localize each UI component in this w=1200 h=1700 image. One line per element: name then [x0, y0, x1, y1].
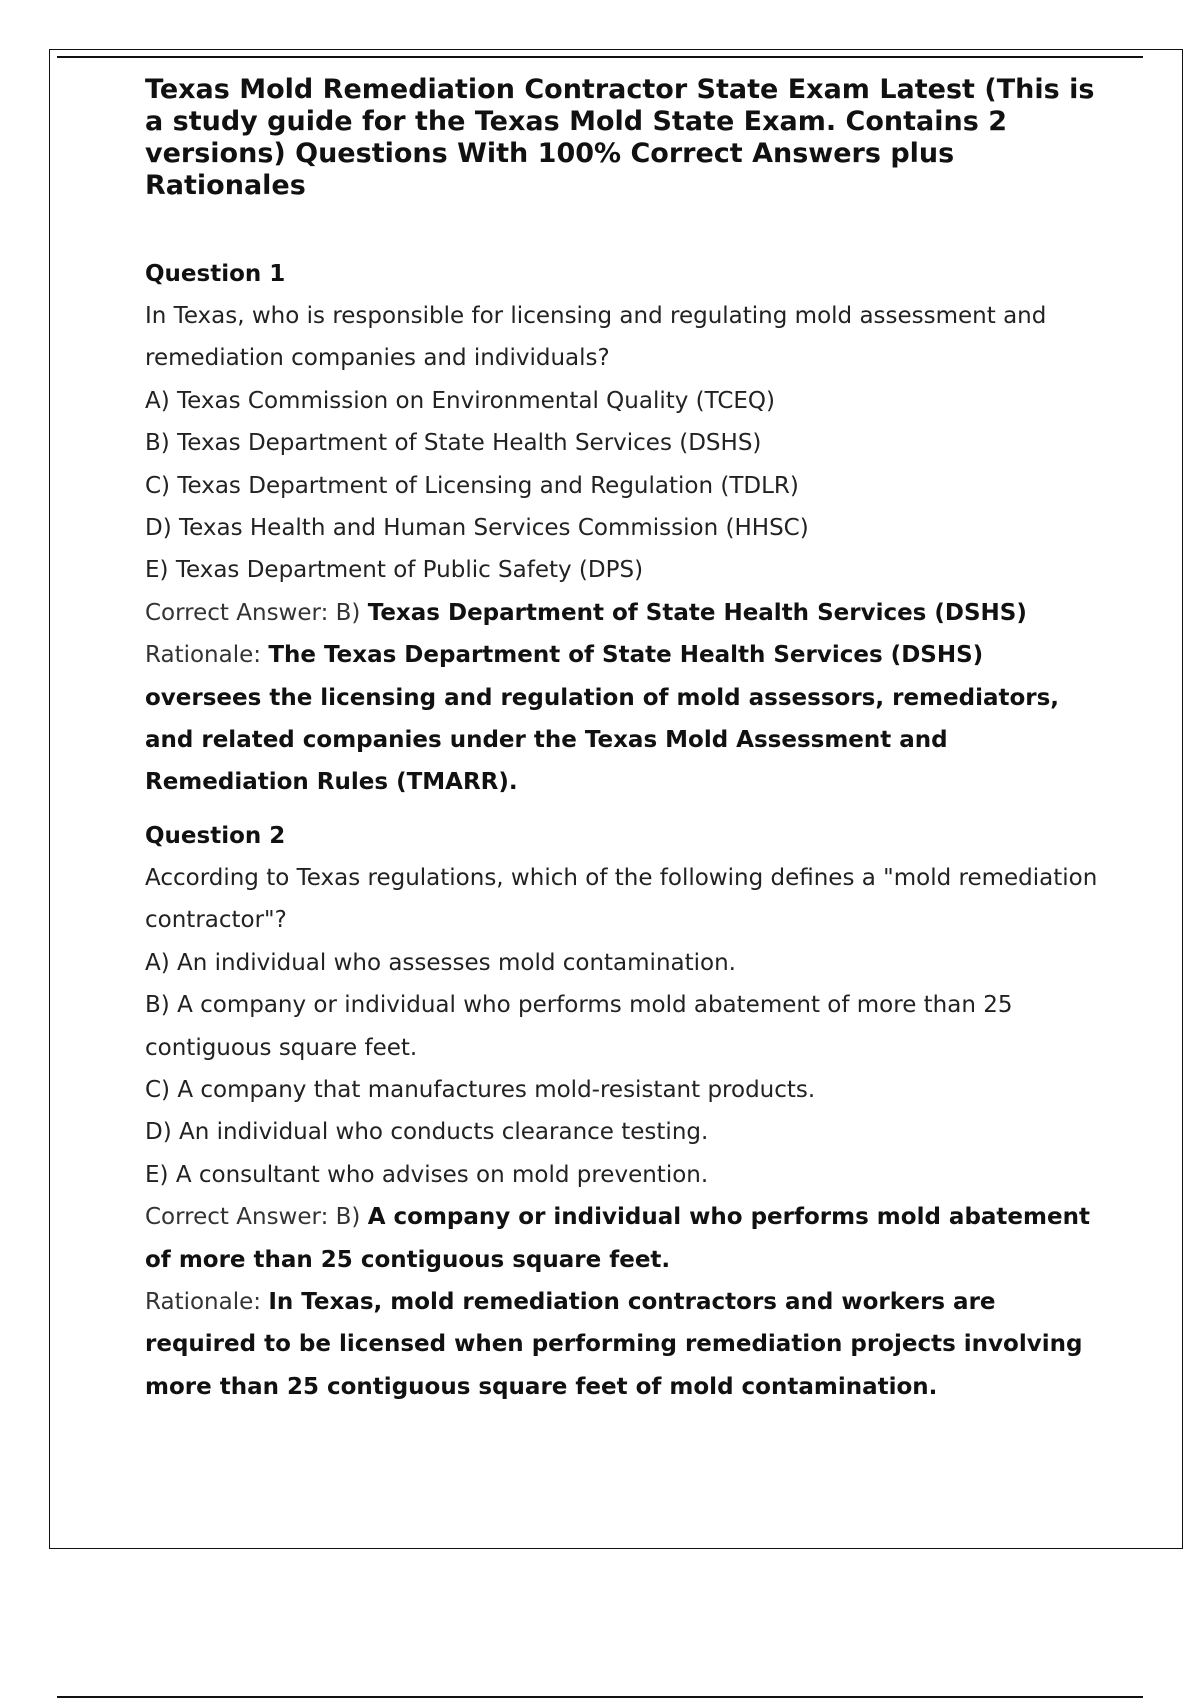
question-block: [145, 820, 1105, 1408]
document-content: [145, 70, 1105, 1408]
answer-option: E) Texas Department of Public Safety (DPS): [145, 557, 644, 584]
bottom-rule: [57, 1696, 1143, 1698]
correct-answer-label: Correct Answer: B): [145, 1204, 361, 1231]
correct-answer-value: Texas Department of State Health Services (DSHS): [367, 599, 1027, 626]
rationale-text: The Texas Department of State Health Services (DSHS) oversees the licensing and regulation of mold assessors, remediators, and related companies under the Texas Mold Assessment and Remediation Rules (TMARR).: [145, 642, 1060, 796]
rationale-text: In Texas, mold remediation contractors and workers are required to be licensed when performing remediation projects involving more than 25 contiguous square feet of mold contamination.: [145, 1288, 1083, 1400]
answer-option: D) Texas Health and Human Services Commission (HHSC): [145, 515, 809, 542]
question-heading: Question 1: [145, 261, 286, 287]
top-rule: [57, 56, 1143, 58]
question-heading: Question 2: [145, 822, 286, 849]
answer-option: C) A company that manufactures mold-resistant products.: [145, 1076, 816, 1103]
answer-option: B) A company or individual who performs mold abatement of more than 25 contiguous square feet.: [145, 992, 1013, 1061]
document-title: Texas Mold Remediation Contractor State Exam Latest (This is a study guide for the Texas Mold State Exam. Contains 2 versions) Questions With 100% Correct Answers plus Rationales: [145, 74, 1095, 201]
rationale-label: Rationale:: [145, 642, 262, 669]
answer-option: A) Texas Commission on Environmental Quality (TCEQ): [145, 387, 776, 414]
question-block: [145, 258, 1105, 804]
correct-answer: [145, 592, 1105, 634]
answer-option: D) An individual who conducts clearance testing.: [145, 1119, 709, 1146]
answer-option: B) Texas Department of State Health Services (DSHS): [145, 430, 762, 457]
correct-answer: [145, 1196, 1105, 1281]
correct-answer-value: A company or individual who performs mold abatement of more than 25 contiguous square feet.: [145, 1204, 1090, 1273]
rationale: [145, 634, 1105, 804]
correct-answer-label: Correct Answer: B): [145, 599, 361, 626]
rationale: [145, 1281, 1105, 1408]
answer-option: E) A consultant who advises on mold prevention.: [145, 1161, 709, 1188]
question-text: According to Texas regulations, which of the following defines a "mold remediation contractor"?: [145, 864, 1098, 934]
answer-option: A) An individual who assesses mold contamination.: [145, 949, 736, 976]
rationale-label: Rationale:: [145, 1288, 262, 1315]
question-text: In Texas, who is responsible for licensing and regulating mold assessment and remediation companies and individuals?: [145, 303, 1047, 372]
answer-option: C) Texas Department of Licensing and Regulation (TDLR): [145, 472, 799, 499]
